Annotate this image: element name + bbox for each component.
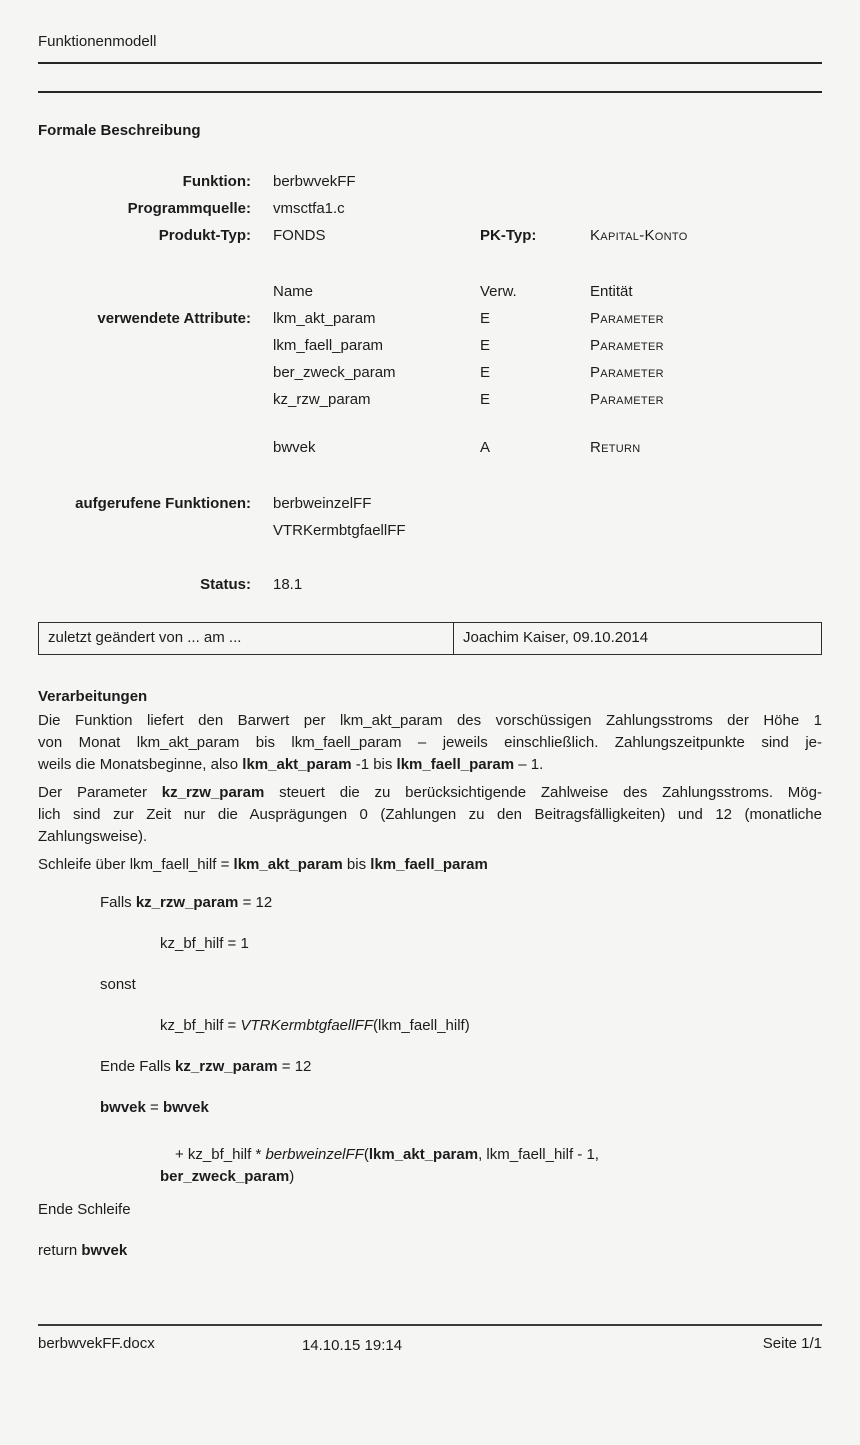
field-row-funktion <box>38 168 822 195</box>
attribute-name: bwvek <box>273 439 316 456</box>
header-rule <box>38 62 822 64</box>
function-info-block <box>38 168 822 249</box>
programmquelle-label: Programmquelle: <box>127 200 251 217</box>
attribute-entitaet: Parameter <box>590 337 664 354</box>
pk-typ-label: PK-Typ: <box>480 227 537 244</box>
attribute-entitaet: Return <box>590 439 641 456</box>
attribute-row <box>38 359 822 386</box>
paragraph-line: von Monat lkm_akt_param bis lkm_faell_param – jeweils einschließlich. Zahlungszeitpunkte sind je- <box>38 734 822 751</box>
attribute-row <box>38 305 822 332</box>
funktion-label: Funktion: <box>182 173 251 190</box>
aufgerufene-funktionen-label: aufgerufene Funktionen: <box>75 495 251 512</box>
page-footer <box>38 1324 822 1353</box>
footer-datetime: 14.10.15 19:14 <box>301 1337 403 1354</box>
pseudocode-line-sonst: sonst <box>100 976 136 993</box>
field-row-programmquelle <box>38 195 822 222</box>
programmquelle-value: vmsctfa1.c <box>273 200 345 217</box>
processing-paragraph <box>38 782 822 848</box>
attribute-row <box>38 386 822 413</box>
attribute-verw: E <box>480 310 491 327</box>
attributes-header-row <box>38 278 822 305</box>
change-info-table <box>38 622 822 655</box>
change-info-value: Joachim Kaiser, 09.10.2014 <box>454 623 822 655</box>
pseudocode-line-else: kz_bf_hilf = VTRKermbtgfaellFF(lkm_faell_hilf) <box>160 1017 470 1034</box>
paragraph-line: weils die Monatsbeginne, also lkm_akt_param -1 bis lkm_faell_param – 1. <box>38 756 544 773</box>
attribute-name: lkm_faell_param <box>273 337 384 354</box>
attribute-row <box>38 332 822 359</box>
pseudocode-line-ende-schleife: Ende Schleife <box>38 1201 131 1218</box>
funktion-value: berbwvekFF <box>273 173 356 190</box>
footer-page-number: Seite 1/1 <box>762 1335 822 1352</box>
called-functions-block <box>38 490 822 544</box>
attribute-verw: E <box>480 337 491 354</box>
attribute-name: ber_zweck_param <box>273 364 396 381</box>
pseudocode-line-falls: Falls kz_rzw_param = 12 <box>100 894 273 911</box>
produkt-typ-label: Produkt-Typ: <box>158 227 251 244</box>
document-page <box>0 31 860 1262</box>
status-label: Status: <box>200 576 251 593</box>
pseudocode-line-then: kz_bf_hilf = 1 <box>160 935 249 952</box>
section-heading-formale-beschreibung: Formale Beschreibung <box>38 122 201 139</box>
loop-statement-line: Schleife über lkm_faell_hilf = lkm_akt_param bis lkm_faell_param <box>38 856 488 873</box>
called-function-name: VTRKermbtgfaellFF <box>273 522 406 539</box>
called-function-row <box>38 517 822 544</box>
return-attribute-row <box>38 434 822 461</box>
processing-paragraph <box>38 710 822 776</box>
pseudocode-line-return: return bwvek <box>38 1242 128 1259</box>
attribute-verw: E <box>480 391 491 408</box>
status-value: 18.1 <box>273 576 303 593</box>
pseudocode-line-continuation: ber_zweck_param) <box>160 1168 295 1185</box>
attribute-name: kz_rzw_param <box>273 391 371 408</box>
pseudocode-line-ende-falls: Ende Falls kz_rzw_param = 12 <box>100 1058 312 1075</box>
paragraph-line: lich sind zur Zeit nur die Ausprägungen 0 (Zahlungen zu den Beitragsfälligkeiten) und 12 (monatliche <box>38 806 822 823</box>
paragraph-line: Zahlungsweise). <box>38 828 148 845</box>
attribute-entitaet: Parameter <box>590 310 664 327</box>
attribute-verw: E <box>480 364 491 381</box>
attributes-block <box>38 278 822 461</box>
status-row <box>38 571 822 598</box>
attributes-col-name: Name <box>273 283 314 300</box>
pseudocode-line-continuation: + kz_bf_hilf * berbweinzelFF(lkm_akt_param, lkm_faell_hilf - 1, <box>175 1146 599 1163</box>
doc-title: Funktionenmodell <box>38 33 157 50</box>
pseudocode-line-assign: bwvek = bwvek <box>100 1099 209 1116</box>
attributes-col-entitaet: Entität <box>590 283 633 300</box>
change-info-label: zuletzt geändert von ... am ... <box>39 623 454 655</box>
attribute-name: lkm_akt_param <box>273 310 376 327</box>
paragraph-line: Die Funktion liefert den Barwert per lkm_akt_param des vorschüssigen Zahlungsstroms der Höhe 1 <box>38 712 822 729</box>
paragraph-line: Der Parameter kz_rzw_param steuert die zu berücksichtigende Zahlweise des Zahlungsstroms. Mög- <box>38 784 822 801</box>
section-heading-verarbeitungen: Verarbeitungen <box>38 688 148 705</box>
attribute-entitaet: Parameter <box>590 391 664 408</box>
field-row-produkt-typ <box>38 222 822 249</box>
attribute-verw: A <box>480 439 491 456</box>
called-function-row <box>38 490 822 517</box>
called-function-name: berbweinzelFF <box>273 495 372 512</box>
produkt-typ-value: FONDS <box>273 227 326 244</box>
pseudocode-block <box>38 892 822 1262</box>
top-body-rule <box>38 91 822 93</box>
pk-typ-value: Kapital-Konto <box>590 227 688 244</box>
verwendete-attribute-label: verwendete Attribute: <box>97 310 251 327</box>
footer-filename: berbwvekFF.docx <box>38 1335 155 1352</box>
attributes-col-verw: Verw. <box>480 283 517 300</box>
change-info-row <box>39 623 822 655</box>
attribute-entitaet: Parameter <box>590 364 664 381</box>
